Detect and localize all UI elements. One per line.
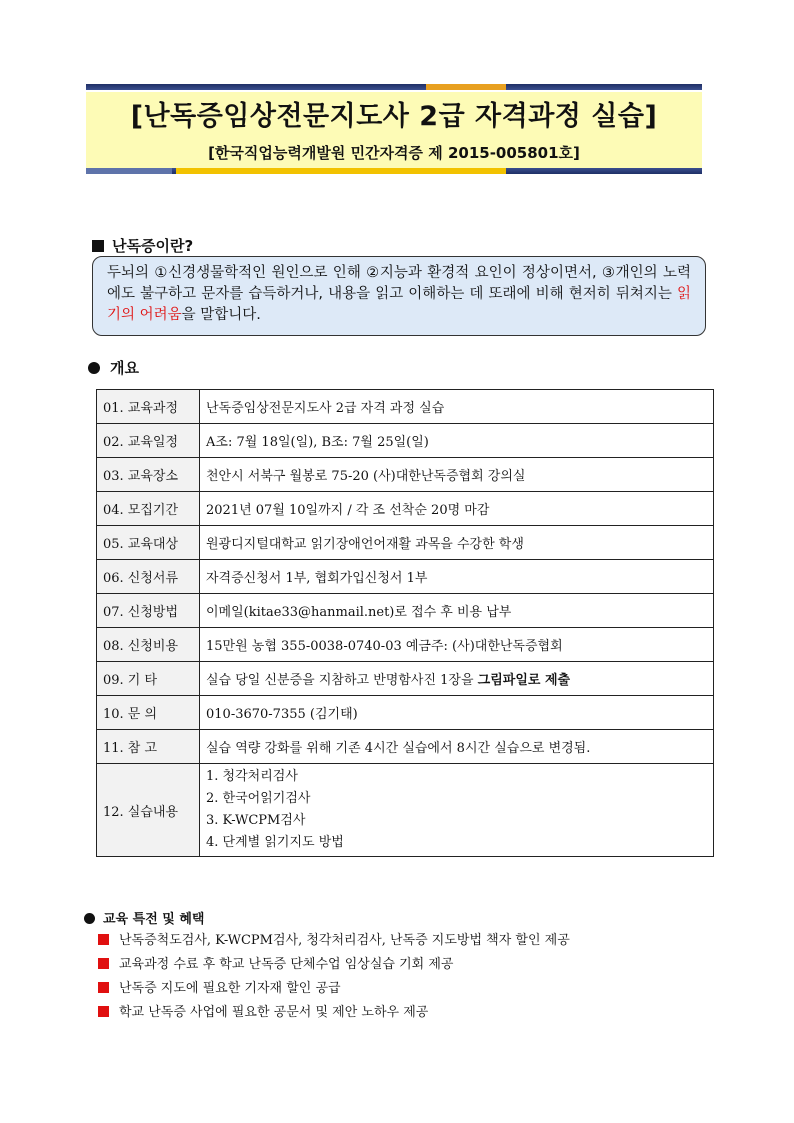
table-row <box>97 424 714 458</box>
row-value-text: 원광디지털대학교 읽기장애언어재활 과목을 수강한 학생 <box>206 537 524 552</box>
row-value <box>200 560 714 594</box>
table-row <box>97 526 714 560</box>
benefit-text: 교육과정 수료 후 학교 난독증 단체수업 임상실습 기회 제공 <box>119 957 454 972</box>
definition-heading-text: 난독증이란? <box>112 237 194 255</box>
benefits-list <box>98 930 570 1026</box>
row-label: 12. 실습내용 <box>97 764 200 857</box>
row-value-text: 010-3670-7355 (김기태) <box>206 707 358 722</box>
row-label: 05. 교육대상 <box>97 526 200 560</box>
circle-bullet-icon <box>84 913 95 924</box>
list-item: 3. K-WCPM검사 <box>206 813 306 828</box>
row-value <box>200 390 714 424</box>
banner-bottom-accent-left <box>86 168 172 174</box>
table-row <box>97 696 714 730</box>
row-value <box>200 458 714 492</box>
content-list <box>200 764 714 857</box>
row-value-text: 자격증신청서 1부, 협회가입신청서 1부 <box>206 571 428 586</box>
banner-bottom-accent <box>176 168 506 174</box>
banner-top-accent <box>426 84 506 90</box>
row-label: 07. 신청방법 <box>97 594 200 628</box>
row-label: 06. 신청서류 <box>97 560 200 594</box>
row-label: 10. 문 의 <box>97 696 200 730</box>
circle-bullet-icon <box>88 362 100 374</box>
row-value <box>200 628 714 662</box>
banner-top-rule <box>86 84 702 90</box>
definition-highlight: 읽기의 어려움 <box>107 286 691 323</box>
row-value <box>200 696 714 730</box>
red-square-bullet-icon <box>98 934 109 945</box>
row-value-text: A조: 7월 18일(일), B조: 7월 25일(일) <box>206 435 429 450</box>
list-item <box>98 930 570 954</box>
red-square-bullet-icon <box>98 1006 109 1017</box>
list-item <box>98 954 570 978</box>
row-label: 08. 신청비용 <box>97 628 200 662</box>
list-item: 4. 단계별 읽기지도 방법 <box>206 835 344 850</box>
list-item <box>98 978 570 1002</box>
row-label: 01. 교육과정 <box>97 390 200 424</box>
definition-text: 두뇌의 ①신경생물학적인 원인으로 인해 ②지능과 환경적 요인이 정상이면서, ③개인의 노력에도 불구하고 문자를 습득하거나, 내용을 읽고 이해하는 데 또래에 비해 현저히 뒤쳐지는 <box>107 265 691 302</box>
table-row <box>97 560 714 594</box>
benefit-text: 난독증척도검사, K-WCPM검사, 청각처리검사, 난독증 지도방법 책자 할인 제공 <box>119 933 570 948</box>
row-label: 04. 모집기간 <box>97 492 200 526</box>
table-row <box>97 594 714 628</box>
list-item: 2. 한국어읽기검사 <box>206 791 311 806</box>
page-title: [난독증임상전문지도사 2급 자격과정 실습] <box>130 101 658 132</box>
row-value-bold: 그림파일로 제출 <box>477 673 571 688</box>
overview-heading-text: 개요 <box>110 359 139 377</box>
row-label: 02. 교육일정 <box>97 424 200 458</box>
list-item <box>98 1002 570 1026</box>
table-row <box>97 628 714 662</box>
row-label: 11. 참 고 <box>97 730 200 764</box>
row-value-text: 천안시 서북구 월봉로 75-20 (사)대한난독증협회 강의실 <box>206 469 526 484</box>
row-value <box>200 662 714 696</box>
red-square-bullet-icon <box>98 982 109 993</box>
overview-heading <box>88 357 139 378</box>
row-value-text: 2021년 07월 10일까지 / 각 조 선착순 20명 마감 <box>206 503 490 518</box>
row-label: 09. 기 타 <box>97 662 200 696</box>
row-value <box>200 526 714 560</box>
definition-text-end: 을 말합니다. <box>181 307 261 323</box>
table-row <box>97 730 714 764</box>
definition-box <box>92 256 706 336</box>
benefits-heading <box>84 908 204 927</box>
square-bullet-icon <box>92 240 104 252</box>
row-value <box>200 594 714 628</box>
red-square-bullet-icon <box>98 958 109 969</box>
table-row <box>97 458 714 492</box>
row-value-text: 15만원 농협 355-0038-0740-03 예금주: (사)대한난독증협회 <box>206 639 563 654</box>
benefit-text: 난독증 지도에 필요한 기자재 할인 공급 <box>119 981 341 996</box>
table-row <box>97 390 714 424</box>
row-value-text: 난독증임상전문지도사 2급 자격 과정 실습 <box>206 401 445 416</box>
row-value-text: 실습 당일 신분증을 지참하고 반명함사진 1장을 <box>206 673 478 688</box>
row-label: 03. 교육장소 <box>97 458 200 492</box>
list-item: 1. 청각처리검사 <box>206 769 298 784</box>
table-row-content <box>97 764 714 857</box>
row-value-text: 실습 역량 강화를 위해 기존 4시간 실습에서 8시간 실습으로 변경됨. <box>206 741 591 756</box>
page-subtitle: [한국직업능력개발원 민간자격증 제 2015-005801호] <box>208 144 580 162</box>
table-row <box>97 662 714 696</box>
row-value <box>200 730 714 764</box>
benefit-text: 학교 난독증 사업에 필요한 공문서 및 제안 노하우 제공 <box>119 1005 429 1020</box>
table-row <box>97 492 714 526</box>
row-value-text: 이메일(kitae33@hanmail.net)로 접수 후 비용 납부 <box>206 605 512 620</box>
definition-heading <box>92 235 193 256</box>
row-value <box>200 492 714 526</box>
benefits-heading-text: 교육 특전 및 혜택 <box>103 912 205 927</box>
row-value <box>200 424 714 458</box>
overview-table <box>96 389 714 857</box>
